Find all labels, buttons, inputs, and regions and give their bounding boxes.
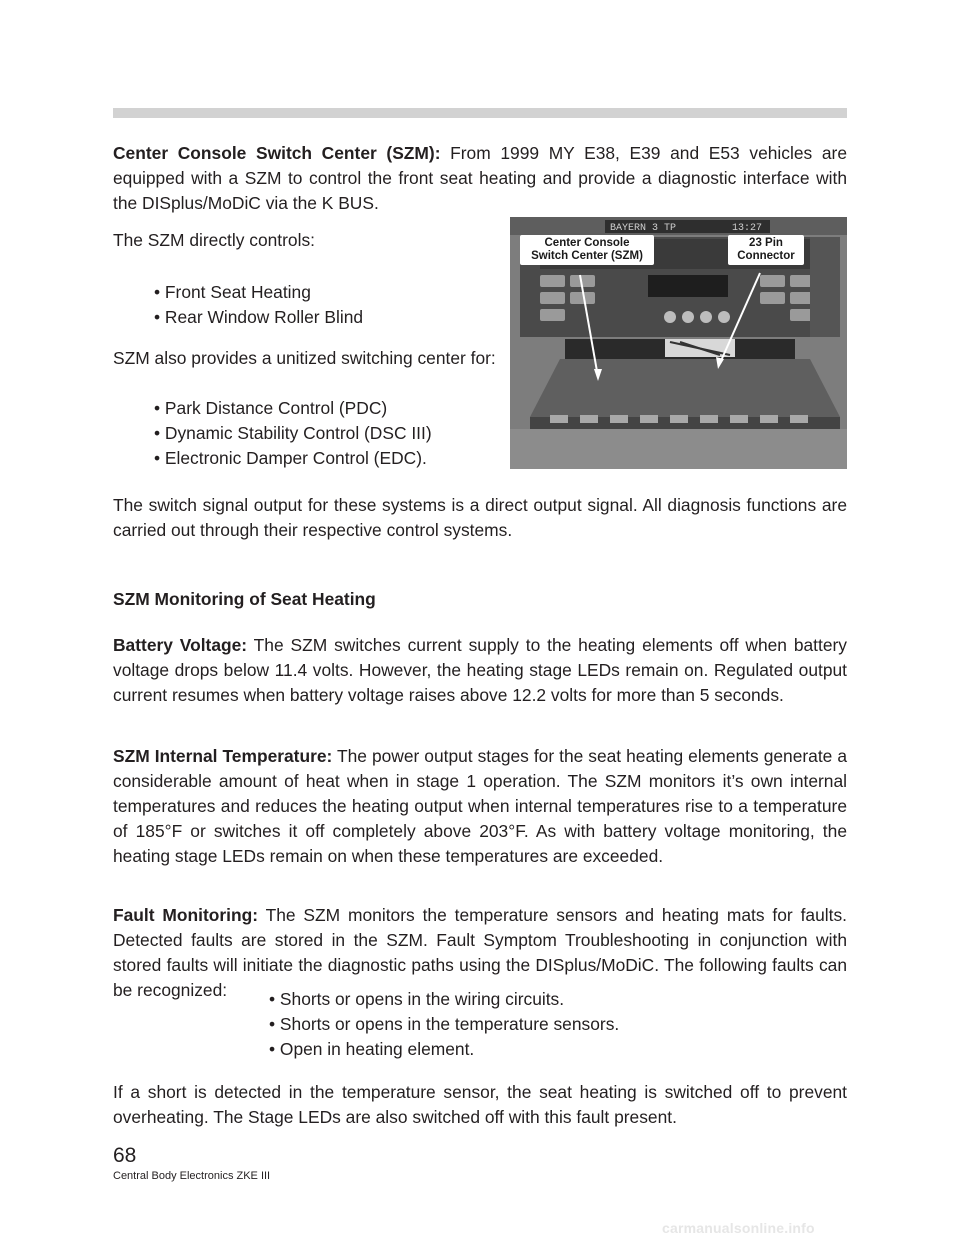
switching-intro: SZM also provides a unitized switching center for:: [113, 348, 496, 368]
controls-item-roller-blind: • Rear Window Roller Blind: [154, 307, 364, 327]
intro-heading: Center Console Switch Center (SZM):: [113, 143, 441, 163]
szm-label: Center Console Switch Center (SZM): [520, 235, 654, 265]
header-rule: [113, 108, 847, 118]
intro-paragraph: [113, 141, 847, 216]
controls-item-seat-heating: • Front Seat Heating: [154, 282, 311, 302]
switching-item-dsc: • Dynamic Stability Control (DSC III): [154, 423, 432, 443]
page-number: 68: [113, 1144, 137, 1167]
connector-label: 23 Pin Connector: [728, 235, 804, 265]
fault-item-heating-element: • Open in heating element.: [269, 1039, 475, 1059]
footer-title: Central Body Electronics ZKE III: [113, 1170, 271, 1182]
fault-text: The SZM monitors the temperature sensors and heating mats for faults. Detected faults are stored in the SZM. Fault Symptom Troubleshooting in conjunction with stored faults will initiate the diagnostic paths using the DISplus/MoDiC. The following faults can be recognized:: [113, 905, 847, 1000]
internal-temp-heading: SZM Internal Temperature:: [113, 746, 333, 766]
internal-temp-text: The power output stages for the seat heating elements generate a considerable amount of heat when in stage 1 operation. The SZM monitors it’s own internal temperatures and reduces the heating output when internal temperatures rise to a temperature of 185°F or switches it off completely above 203°F. As with battery voltage monitoring, the heating stage LEDs remain on when these temperatures are exceeded.: [113, 746, 847, 866]
watermark-text: carmanualsonline.info: [662, 1220, 815, 1236]
switching-item-pdc: • Park Distance Control (PDC): [154, 398, 388, 418]
szm-console-photo: [510, 217, 847, 469]
radio-display-text: BAYERN 3 TP: [610, 223, 677, 234]
closing-paragraph: If a short is detected in the temperature sensor, the seat heating is switched off to prevent overheating. The Stage LEDs are also switched off with this fault present.: [113, 1082, 847, 1127]
battery-paragraph: [113, 633, 847, 708]
clock-display-text: 13:27: [732, 223, 763, 234]
battery-text: The SZM switches current supply to the heating elements off when battery voltage drops below 11.4 volts. However, the heating stage LEDs remain on. Regulated output current resumes when battery voltage raises above 12.2 volts for more than 5 seconds.: [113, 635, 847, 705]
fault-heading: Fault Monitoring:: [113, 905, 259, 925]
battery-heading: Battery Voltage:: [113, 635, 248, 655]
controls-intro: The SZM directly controls:: [113, 230, 315, 250]
fault-item-wiring: • Shorts or opens in the wiring circuits.: [269, 989, 565, 1009]
internal-temp-paragraph: [113, 744, 847, 869]
fault-item-sensors: • Shorts or opens in the temperature sensors.: [269, 1014, 620, 1034]
switching-item-edc: • Electronic Damper Control (EDC).: [154, 448, 427, 468]
intro-text: From 1999 MY E38, E39 and E53 vehicles are equipped with a SZM to control the front seat heating and provide a diagnostic interface with the DISplus/MoDiC via the K BUS.: [113, 143, 847, 213]
output-paragraph: The switch signal output for these systems is a direct output signal. All diagnosis functions are carried out through their respective control systems.: [113, 495, 847, 540]
section-heading: SZM Monitoring of Seat Heating: [113, 589, 376, 609]
